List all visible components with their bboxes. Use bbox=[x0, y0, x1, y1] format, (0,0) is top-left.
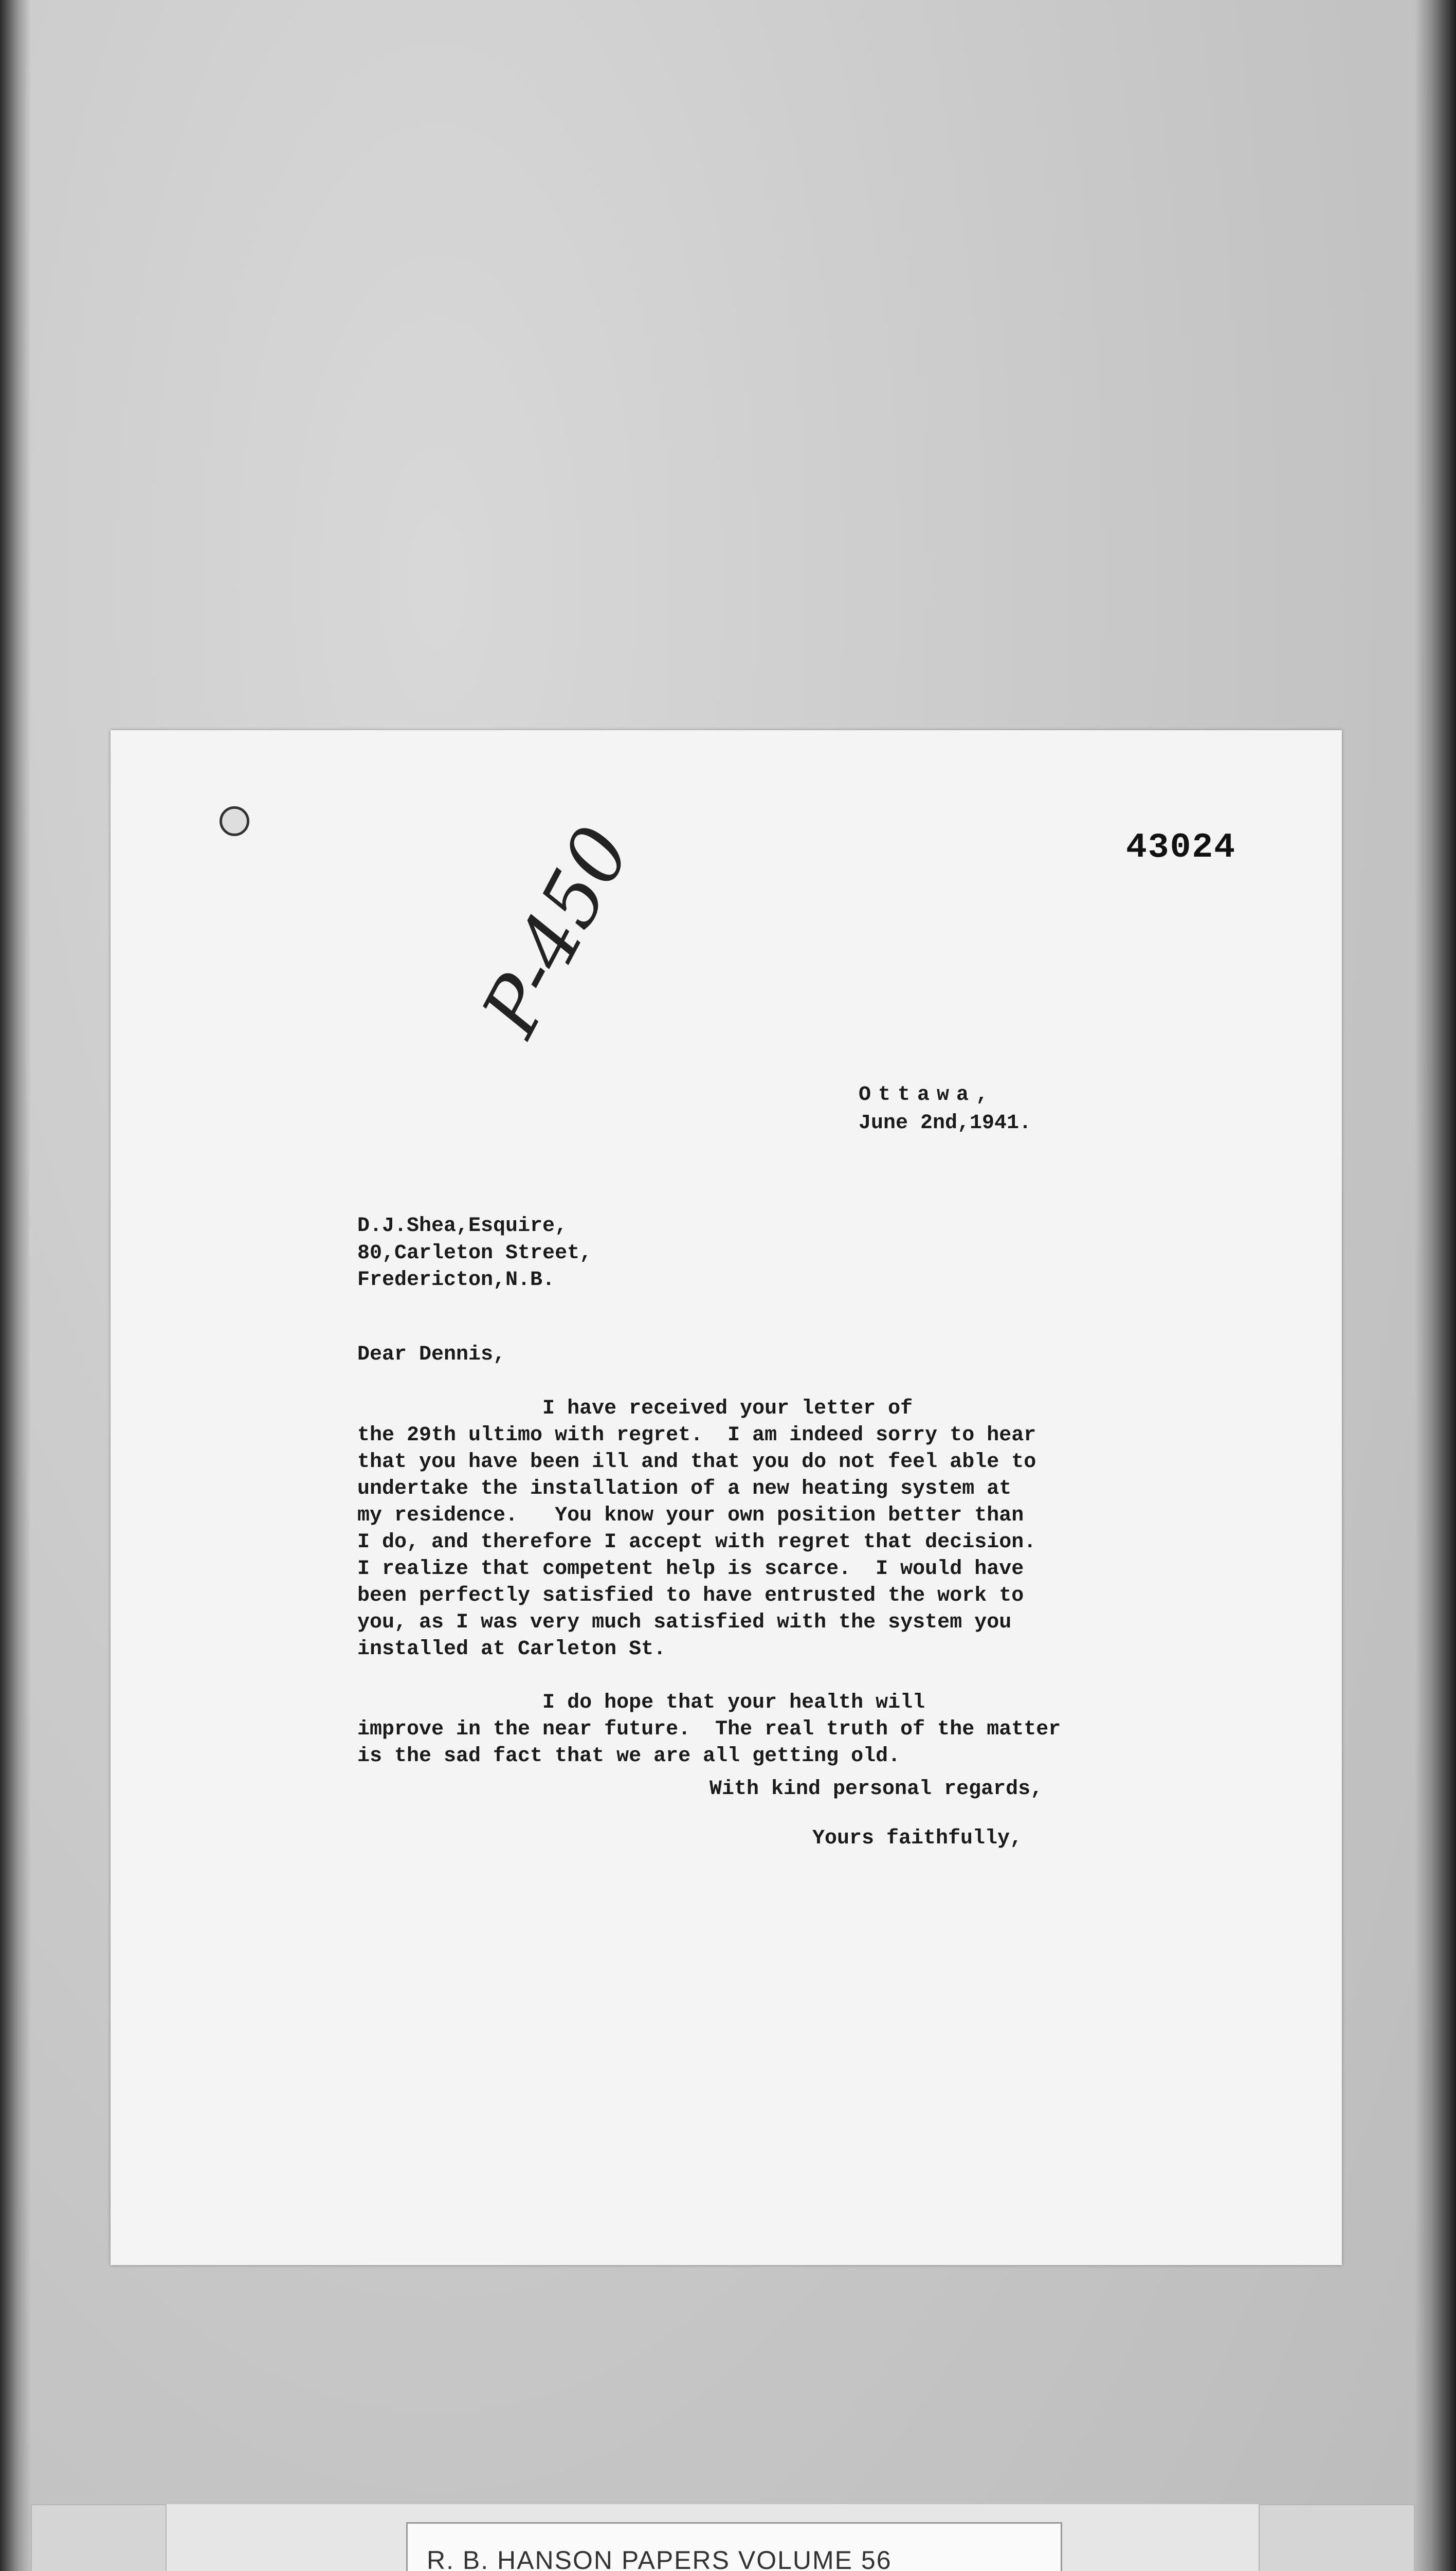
body-line: installed at Carleton St. bbox=[357, 1638, 666, 1661]
body-line: my residence. You know your own position better than bbox=[357, 1504, 1024, 1527]
body-line: you, as I was very much satisfied with the system you bbox=[357, 1611, 1012, 1634]
salutation: Dear Dennis, bbox=[357, 1343, 506, 1366]
closing-signoff: Yours faithfully, bbox=[812, 1827, 1023, 1850]
tape-right bbox=[1259, 2504, 1415, 2571]
closing-regards: With kind personal regards, bbox=[709, 1778, 1043, 1801]
tape-left bbox=[31, 2504, 167, 2571]
body-line: the 29th ultimo with regret. I am indeed sorry to hear bbox=[357, 1424, 1036, 1447]
scan-left-edge bbox=[0, 0, 31, 2571]
volume-label: R. B. HANSON PAPERS VOLUME 56 bbox=[427, 2546, 892, 2571]
letter-page bbox=[111, 730, 1342, 2265]
scan-right-edge bbox=[1415, 0, 1456, 2571]
recipient-street: 80,Carleton Street, bbox=[357, 1242, 592, 1265]
body-line: I do, and therefore I accept with regret that decision. bbox=[357, 1531, 1036, 1554]
letter-place: Ottawa, bbox=[859, 1083, 996, 1107]
body-line: I do hope that your health will bbox=[357, 1691, 925, 1714]
punch-hole bbox=[220, 806, 249, 836]
recipient-city: Fredericton,N.B. bbox=[357, 1269, 555, 1292]
document-number: 43024 bbox=[1126, 828, 1236, 867]
body-line: been perfectly satisfied to have entrusted the work to bbox=[357, 1584, 1024, 1607]
body-line: is the sad fact that we are all getting old. bbox=[357, 1745, 901, 1768]
handwritten-note: P-450 bbox=[465, 812, 648, 1050]
recipient-name: D.J.Shea,Esquire, bbox=[357, 1215, 568, 1238]
body-line: improve in the near future. The real truth of the matter bbox=[357, 1718, 1061, 1741]
body-line: that you have been ill and that you do not feel able to bbox=[357, 1451, 1036, 1474]
body-line: I realize that competent help is scarce. I would have bbox=[357, 1558, 1024, 1581]
body-line: undertake the installation of a new heating system at bbox=[357, 1477, 1012, 1500]
letter-date: June 2nd,1941. bbox=[859, 1112, 1032, 1135]
body-line: I have received your letter of bbox=[357, 1397, 913, 1420]
